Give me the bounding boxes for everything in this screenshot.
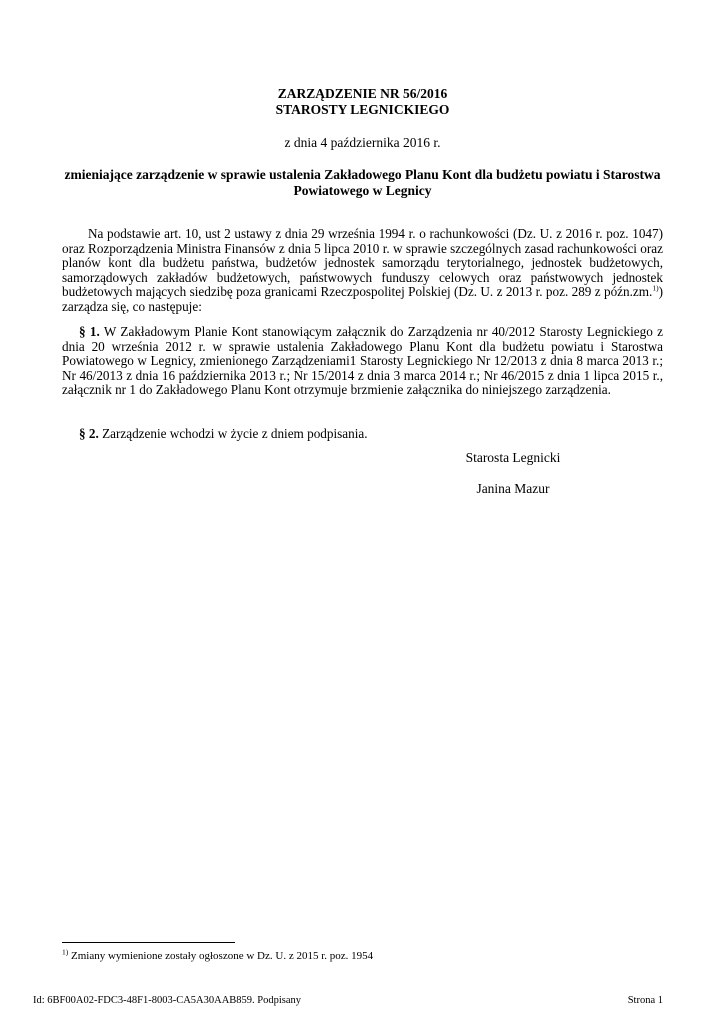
section-1-text: W Zakładowym Planie Kont stanowiącym załącznik do Zarządzenia nr 40/2012 Starosty Legnickiego z dnia 20 września 2012 r. w sprawie ustalenia Zakładowego Planu Kont dla budżetu powiatu i Starostwa Powiatowego w Legnicy, zmienionego Zarządzeniami1 Starosty Legnickiego Nr 12/2013 z dnia 8 marca 2013 r.; Nr 46/2013 z dnia 16 października 2013 r.; Nr 15/2014 z dnia 3 marca 2014 r.; Nr 46/2015 z dnia 1 lipca 2015 r., załącznik nr 1 do Zakładowego Planu Kont otrzymuje brzmienie załącznika do niniejszego zarządzenia. [62, 324, 664, 398]
section-2 [62, 427, 663, 442]
document-date: z dnia 4 października 2016 r. [284, 135, 441, 150]
signature-role: Starosta Legnicki [465, 450, 561, 465]
section-2-text: Zarządzenie wchodzi w życie z dniem podpisania. [98, 426, 368, 441]
footnote-text: Zmiany wymienione zostały ogłoszone w Dz. U. z 2015 r. poz. 1954 [68, 950, 374, 962]
footnote-reference: 1) [652, 283, 659, 293]
footnote [62, 947, 374, 962]
page-number: Strona 1 [627, 995, 663, 1006]
footnote-separator [62, 942, 235, 943]
preamble-paragraph [62, 227, 663, 315]
document-id: Id: 6BF00A02-FDC3-48F1-8003-CA5A30AAB859. Podpisany [33, 995, 302, 1006]
signature-name: Janina Mazur [476, 481, 550, 496]
section-1 [62, 325, 663, 398]
section-1-label: § 1. [79, 324, 100, 339]
document-subject: zmieniające zarządzenie w sprawie ustalenia Zakładowego Planu Kont dla budżetu powiatu i Starostwa Powiatowego w Legnicy [64, 167, 661, 198]
preamble-text-end: ) zarządza się, co następuje: [62, 284, 663, 314]
document-title [62, 86, 663, 118]
section-2-label: § 2. [79, 426, 99, 441]
preamble-text: Na podstawie art. 10, ust 2 ustawy z dnia 29 września 1994 r. o rachunkowości (Dz. U. z 2016 r. poz. 1047) oraz Rozporządzenia Ministra Finansów z dnia 5 lipca 2010 r. w sprawie szczególnych zasad rachunkowości oraz planów kont dla budżetu państwa, budżetów jednostek samorządu terytorialnego, jednostek budżetowych, samorządowych zakładów budżetowych, państwowych funduszy celowych oraz państwowych jednostek budżetowych mających siedzibę poza granicami Rzeczpospolitej Polskiej (Dz. U. z 2013 r. poz. 289 z późn.zm. [62, 226, 663, 300]
title-line-2: STAROSTY LEGNICKIEGO [275, 102, 450, 117]
title-line-1: ZARZĄDZENIE NR 56/2016 [277, 86, 448, 101]
footnote-marker: 1) [62, 947, 69, 957]
